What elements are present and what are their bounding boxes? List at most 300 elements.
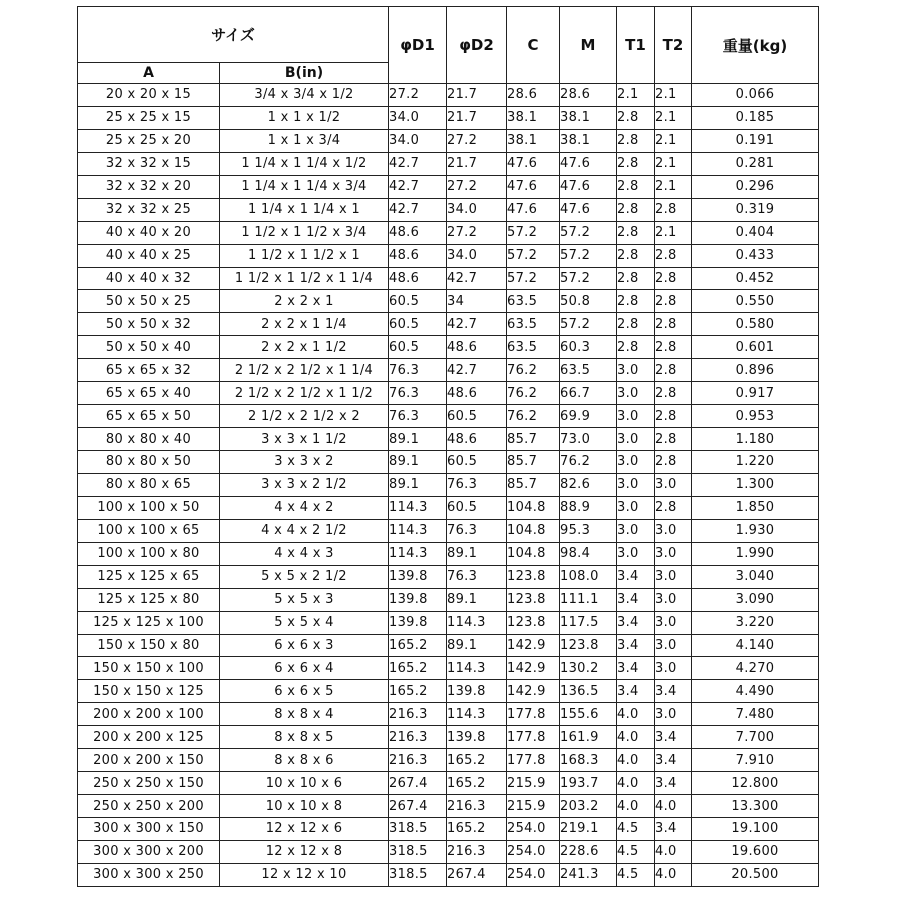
cell-size-b: 1 1/2 x 1 1/2 x 1 1/4 (220, 267, 389, 290)
table-row (78, 473, 819, 496)
cell-c: 57.2 (507, 267, 560, 290)
cell-t1: 2.8 (617, 290, 655, 313)
cell-size-a: 25 x 25 x 15 (78, 106, 220, 129)
table-row (78, 175, 819, 198)
cell-size-b: 1 1/4 x 1 1/4 x 1/2 (220, 152, 389, 175)
table-row (78, 359, 819, 382)
cell-weight: 1.990 (692, 542, 819, 565)
cell-size-b: 12 x 12 x 6 (220, 818, 389, 841)
cell-t1: 4.0 (617, 772, 655, 795)
pipe-fitting-spec-table (77, 6, 819, 887)
cell-c: 177.8 (507, 749, 560, 772)
cell-weight: 0.917 (692, 382, 819, 405)
cell-t2: 4.0 (655, 863, 692, 886)
table-row (78, 267, 819, 290)
table-row (78, 772, 819, 795)
cell-weight: 19.100 (692, 818, 819, 841)
cell-t1: 2.1 (617, 84, 655, 107)
cell-weight: 20.500 (692, 863, 819, 886)
table-row (78, 726, 819, 749)
cell-t2: 4.0 (655, 840, 692, 863)
cell-weight: 0.066 (692, 84, 819, 107)
cell-d2: 27.2 (447, 129, 507, 152)
cell-size-a: 65 x 65 x 32 (78, 359, 220, 382)
cell-t2: 2.8 (655, 267, 692, 290)
cell-size-a: 20 x 20 x 15 (78, 84, 220, 107)
table-body (78, 84, 819, 887)
table-row (78, 451, 819, 474)
cell-size-a: 25 x 25 x 20 (78, 129, 220, 152)
cell-d1: 216.3 (389, 726, 447, 749)
cell-t1: 3.4 (617, 565, 655, 588)
cell-m: 69.9 (560, 405, 617, 428)
cell-size-a: 125 x 125 x 100 (78, 611, 220, 634)
cell-m: 228.6 (560, 840, 617, 863)
col-header-c: C (507, 7, 560, 84)
col-header-t1: T1 (617, 7, 655, 84)
table-row (78, 611, 819, 634)
cell-m: 95.3 (560, 519, 617, 542)
cell-weight: 0.896 (692, 359, 819, 382)
cell-m: 219.1 (560, 818, 617, 841)
cell-weight: 4.270 (692, 657, 819, 680)
cell-d2: 89.1 (447, 542, 507, 565)
col-header-d2: φD2 (447, 7, 507, 84)
cell-t2: 3.0 (655, 657, 692, 680)
cell-c: 104.8 (507, 496, 560, 519)
cell-c: 123.8 (507, 565, 560, 588)
cell-t1: 3.4 (617, 611, 655, 634)
cell-m: 66.7 (560, 382, 617, 405)
cell-size-b: 5 x 5 x 2 1/2 (220, 565, 389, 588)
cell-d1: 165.2 (389, 657, 447, 680)
cell-size-b: 2 1/2 x 2 1/2 x 2 (220, 405, 389, 428)
cell-size-a: 100 x 100 x 80 (78, 542, 220, 565)
cell-t2: 2.1 (655, 175, 692, 198)
cell-t1: 4.5 (617, 863, 655, 886)
cell-t1: 2.8 (617, 198, 655, 221)
cell-t2: 2.1 (655, 152, 692, 175)
cell-size-b: 6 x 6 x 3 (220, 634, 389, 657)
cell-m: 38.1 (560, 106, 617, 129)
cell-c: 76.2 (507, 359, 560, 382)
cell-t2: 3.0 (655, 542, 692, 565)
cell-m: 168.3 (560, 749, 617, 772)
cell-t1: 2.8 (617, 129, 655, 152)
cell-d2: 165.2 (447, 749, 507, 772)
cell-size-a: 300 x 300 x 150 (78, 818, 220, 841)
cell-size-b: 12 x 12 x 10 (220, 863, 389, 886)
cell-m: 241.3 (560, 863, 617, 886)
cell-size-b: 1 1/2 x 1 1/2 x 3/4 (220, 221, 389, 244)
cell-size-a: 32 x 32 x 20 (78, 175, 220, 198)
cell-size-b: 6 x 6 x 5 (220, 680, 389, 703)
cell-size-b: 3/4 x 3/4 x 1/2 (220, 84, 389, 107)
cell-t2: 3.0 (655, 611, 692, 634)
cell-d1: 48.6 (389, 267, 447, 290)
cell-size-b: 4 x 4 x 2 (220, 496, 389, 519)
cell-t1: 3.4 (617, 634, 655, 657)
cell-d2: 21.7 (447, 84, 507, 107)
cell-d2: 42.7 (447, 267, 507, 290)
cell-c: 104.8 (507, 519, 560, 542)
cell-t2: 2.8 (655, 405, 692, 428)
cell-t2: 3.4 (655, 680, 692, 703)
cell-t1: 3.4 (617, 680, 655, 703)
cell-t2: 2.8 (655, 382, 692, 405)
cell-d2: 76.3 (447, 473, 507, 496)
cell-weight: 7.700 (692, 726, 819, 749)
cell-d1: 139.8 (389, 611, 447, 634)
cell-size-b: 1 1/4 x 1 1/4 x 3/4 (220, 175, 389, 198)
cell-d2: 76.3 (447, 565, 507, 588)
cell-d2: 27.2 (447, 175, 507, 198)
cell-m: 73.0 (560, 428, 617, 451)
cell-d1: 42.7 (389, 198, 447, 221)
cell-size-a: 65 x 65 x 40 (78, 382, 220, 405)
cell-size-a: 80 x 80 x 40 (78, 428, 220, 451)
cell-weight: 0.433 (692, 244, 819, 267)
cell-t1: 2.8 (617, 152, 655, 175)
cell-c: 254.0 (507, 818, 560, 841)
cell-c: 63.5 (507, 336, 560, 359)
cell-size-b: 4 x 4 x 3 (220, 542, 389, 565)
cell-d2: 34.0 (447, 244, 507, 267)
cell-d2: 48.6 (447, 428, 507, 451)
cell-weight: 3.220 (692, 611, 819, 634)
size-group-header: サイズ (78, 7, 389, 63)
cell-t1: 3.0 (617, 473, 655, 496)
cell-t2: 3.0 (655, 519, 692, 542)
cell-size-a: 125 x 125 x 80 (78, 588, 220, 611)
cell-d1: 267.4 (389, 772, 447, 795)
cell-c: 63.5 (507, 313, 560, 336)
cell-m: 47.6 (560, 198, 617, 221)
table-row (78, 382, 819, 405)
cell-t1: 2.8 (617, 221, 655, 244)
cell-d1: 76.3 (389, 359, 447, 382)
cell-d1: 34.0 (389, 129, 447, 152)
cell-t2: 2.1 (655, 221, 692, 244)
cell-d2: 89.1 (447, 634, 507, 657)
table-row (78, 290, 819, 313)
cell-c: 254.0 (507, 840, 560, 863)
cell-m: 38.1 (560, 129, 617, 152)
cell-m: 161.9 (560, 726, 617, 749)
cell-weight: 0.953 (692, 405, 819, 428)
cell-d2: 42.7 (447, 313, 507, 336)
cell-size-b: 8 x 8 x 6 (220, 749, 389, 772)
cell-d1: 139.8 (389, 588, 447, 611)
cell-c: 57.2 (507, 221, 560, 244)
cell-size-b: 3 x 3 x 2 1/2 (220, 473, 389, 496)
table-row (78, 565, 819, 588)
cell-size-b: 3 x 3 x 1 1/2 (220, 428, 389, 451)
table-row (78, 657, 819, 680)
cell-t2: 2.1 (655, 106, 692, 129)
cell-d2: 34 (447, 290, 507, 313)
cell-weight: 4.490 (692, 680, 819, 703)
table-row (78, 542, 819, 565)
cell-size-b: 5 x 5 x 3 (220, 588, 389, 611)
cell-t1: 3.0 (617, 496, 655, 519)
col-header-d1: φD1 (389, 7, 447, 84)
cell-size-b: 3 x 3 x 2 (220, 451, 389, 474)
cell-m: 50.8 (560, 290, 617, 313)
cell-d1: 165.2 (389, 634, 447, 657)
cell-t2: 3.0 (655, 565, 692, 588)
table-row (78, 795, 819, 818)
cell-size-b: 1 x 1 x 1/2 (220, 106, 389, 129)
cell-c: 85.7 (507, 473, 560, 496)
cell-t1: 3.4 (617, 588, 655, 611)
cell-size-a: 100 x 100 x 50 (78, 496, 220, 519)
cell-t2: 3.4 (655, 726, 692, 749)
cell-weight: 1.930 (692, 519, 819, 542)
cell-t2: 2.8 (655, 244, 692, 267)
cell-d2: 139.8 (447, 726, 507, 749)
table-row (78, 588, 819, 611)
cell-t1: 2.8 (617, 313, 655, 336)
cell-m: 57.2 (560, 221, 617, 244)
cell-size-a: 250 x 250 x 150 (78, 772, 220, 795)
cell-m: 117.5 (560, 611, 617, 634)
cell-m: 111.1 (560, 588, 617, 611)
table-row (78, 106, 819, 129)
cell-weight: 3.040 (692, 565, 819, 588)
cell-weight: 0.319 (692, 198, 819, 221)
cell-weight: 0.601 (692, 336, 819, 359)
cell-d1: 48.6 (389, 221, 447, 244)
cell-c: 142.9 (507, 634, 560, 657)
cell-t1: 4.0 (617, 749, 655, 772)
cell-t2: 2.8 (655, 451, 692, 474)
cell-c: 38.1 (507, 106, 560, 129)
cell-d2: 27.2 (447, 221, 507, 244)
cell-weight: 12.800 (692, 772, 819, 795)
cell-d1: 76.3 (389, 382, 447, 405)
cell-c: 215.9 (507, 772, 560, 795)
cell-d2: 34.0 (447, 198, 507, 221)
cell-t2: 3.0 (655, 703, 692, 726)
cell-c: 177.8 (507, 703, 560, 726)
cell-d1: 318.5 (389, 818, 447, 841)
table-row (78, 313, 819, 336)
cell-t2: 2.8 (655, 359, 692, 382)
cell-m: 60.3 (560, 336, 617, 359)
cell-c: 47.6 (507, 175, 560, 198)
cell-size-b: 2 x 2 x 1 1/2 (220, 336, 389, 359)
cell-t1: 3.0 (617, 428, 655, 451)
cell-size-a: 200 x 200 x 100 (78, 703, 220, 726)
cell-size-a: 32 x 32 x 25 (78, 198, 220, 221)
cell-t2: 2.1 (655, 84, 692, 107)
cell-d1: 165.2 (389, 680, 447, 703)
cell-c: 254.0 (507, 863, 560, 886)
table-row (78, 703, 819, 726)
cell-c: 85.7 (507, 428, 560, 451)
cell-size-b: 1 1/4 x 1 1/4 x 1 (220, 198, 389, 221)
table-row (78, 244, 819, 267)
cell-d1: 34.0 (389, 106, 447, 129)
cell-d2: 165.2 (447, 772, 507, 795)
table-row (78, 680, 819, 703)
cell-d1: 318.5 (389, 863, 447, 886)
cell-d1: 139.8 (389, 565, 447, 588)
cell-d2: 60.5 (447, 496, 507, 519)
cell-weight: 4.140 (692, 634, 819, 657)
table-row (78, 84, 819, 107)
cell-weight: 3.090 (692, 588, 819, 611)
cell-d1: 89.1 (389, 473, 447, 496)
cell-d1: 89.1 (389, 428, 447, 451)
cell-d2: 165.2 (447, 818, 507, 841)
cell-size-a: 40 x 40 x 20 (78, 221, 220, 244)
cell-weight: 19.600 (692, 840, 819, 863)
cell-t2: 2.8 (655, 290, 692, 313)
cell-t1: 3.0 (617, 542, 655, 565)
cell-m: 47.6 (560, 152, 617, 175)
cell-t1: 4.0 (617, 703, 655, 726)
cell-weight: 1.850 (692, 496, 819, 519)
cell-c: 177.8 (507, 726, 560, 749)
cell-d1: 60.5 (389, 290, 447, 313)
table-row (78, 336, 819, 359)
cell-c: 57.2 (507, 244, 560, 267)
cell-c: 28.6 (507, 84, 560, 107)
cell-d1: 76.3 (389, 405, 447, 428)
cell-m: 193.7 (560, 772, 617, 795)
cell-d1: 48.6 (389, 244, 447, 267)
table-row (78, 221, 819, 244)
cell-t2: 2.8 (655, 313, 692, 336)
cell-weight: 0.404 (692, 221, 819, 244)
cell-weight: 1.220 (692, 451, 819, 474)
cell-t1: 4.5 (617, 840, 655, 863)
table-header (78, 7, 819, 84)
cell-t2: 2.8 (655, 496, 692, 519)
cell-weight: 0.550 (692, 290, 819, 313)
table-row (78, 428, 819, 451)
cell-m: 47.6 (560, 175, 617, 198)
cell-size-a: 100 x 100 x 65 (78, 519, 220, 542)
cell-m: 76.2 (560, 451, 617, 474)
cell-d1: 60.5 (389, 336, 447, 359)
cell-t1: 2.8 (617, 267, 655, 290)
cell-size-b: 2 1/2 x 2 1/2 x 1 1/2 (220, 382, 389, 405)
cell-d2: 48.6 (447, 382, 507, 405)
table-row (78, 129, 819, 152)
cell-c: 76.2 (507, 382, 560, 405)
cell-t1: 4.5 (617, 818, 655, 841)
cell-size-b: 8 x 8 x 4 (220, 703, 389, 726)
cell-t1: 3.0 (617, 519, 655, 542)
cell-t2: 2.8 (655, 198, 692, 221)
cell-size-b: 1 x 1 x 3/4 (220, 129, 389, 152)
cell-size-a: 32 x 32 x 15 (78, 152, 220, 175)
cell-c: 123.8 (507, 611, 560, 634)
cell-d1: 267.4 (389, 795, 447, 818)
cell-size-a: 125 x 125 x 65 (78, 565, 220, 588)
cell-m: 155.6 (560, 703, 617, 726)
table-row (78, 818, 819, 841)
table-row (78, 519, 819, 542)
table-row (78, 198, 819, 221)
cell-size-b: 1 1/2 x 1 1/2 x 1 (220, 244, 389, 267)
cell-t2: 2.8 (655, 336, 692, 359)
cell-size-a: 50 x 50 x 25 (78, 290, 220, 313)
table-row (78, 152, 819, 175)
cell-d1: 114.3 (389, 519, 447, 542)
cell-weight: 0.191 (692, 129, 819, 152)
cell-c: 47.6 (507, 198, 560, 221)
cell-t1: 3.0 (617, 382, 655, 405)
cell-size-a: 40 x 40 x 25 (78, 244, 220, 267)
cell-t1: 2.8 (617, 106, 655, 129)
cell-t2: 3.4 (655, 749, 692, 772)
cell-d1: 60.5 (389, 313, 447, 336)
cell-m: 123.8 (560, 634, 617, 657)
cell-d1: 216.3 (389, 749, 447, 772)
cell-weight: 13.300 (692, 795, 819, 818)
cell-size-b: 10 x 10 x 8 (220, 795, 389, 818)
cell-c: 47.6 (507, 152, 560, 175)
cell-weight: 0.185 (692, 106, 819, 129)
cell-size-b: 8 x 8 x 5 (220, 726, 389, 749)
cell-size-a: 150 x 150 x 80 (78, 634, 220, 657)
cell-size-a: 50 x 50 x 32 (78, 313, 220, 336)
cell-c: 142.9 (507, 680, 560, 703)
cell-t2: 3.4 (655, 818, 692, 841)
table-row (78, 634, 819, 657)
cell-t2: 4.0 (655, 795, 692, 818)
cell-d1: 216.3 (389, 703, 447, 726)
cell-c: 76.2 (507, 405, 560, 428)
cell-m: 108.0 (560, 565, 617, 588)
cell-size-b: 2 1/2 x 2 1/2 x 1 1/4 (220, 359, 389, 382)
cell-m: 88.9 (560, 496, 617, 519)
cell-weight: 0.452 (692, 267, 819, 290)
cell-size-b: 4 x 4 x 2 1/2 (220, 519, 389, 542)
cell-d2: 139.8 (447, 680, 507, 703)
cell-size-b: 6 x 6 x 4 (220, 657, 389, 680)
col-header-weight: 重量(kg) (692, 7, 819, 84)
cell-m: 130.2 (560, 657, 617, 680)
cell-size-a: 150 x 150 x 125 (78, 680, 220, 703)
cell-d1: 42.7 (389, 152, 447, 175)
cell-c: 215.9 (507, 795, 560, 818)
cell-size-b: 5 x 5 x 4 (220, 611, 389, 634)
col-header-b: B(in) (220, 63, 389, 84)
cell-size-a: 40 x 40 x 32 (78, 267, 220, 290)
table-row (78, 405, 819, 428)
cell-c: 85.7 (507, 451, 560, 474)
cell-t2: 3.0 (655, 473, 692, 496)
cell-d2: 89.1 (447, 588, 507, 611)
cell-size-b: 2 x 2 x 1 (220, 290, 389, 313)
table-row (78, 496, 819, 519)
cell-d2: 60.5 (447, 451, 507, 474)
cell-size-b: 10 x 10 x 6 (220, 772, 389, 795)
cell-d2: 114.3 (447, 657, 507, 680)
cell-size-a: 300 x 300 x 200 (78, 840, 220, 863)
cell-size-a: 150 x 150 x 100 (78, 657, 220, 680)
col-header-a: A (78, 63, 220, 84)
cell-d2: 76.3 (447, 519, 507, 542)
cell-size-b: 2 x 2 x 1 1/4 (220, 313, 389, 336)
cell-weight: 1.180 (692, 428, 819, 451)
cell-t1: 2.8 (617, 175, 655, 198)
